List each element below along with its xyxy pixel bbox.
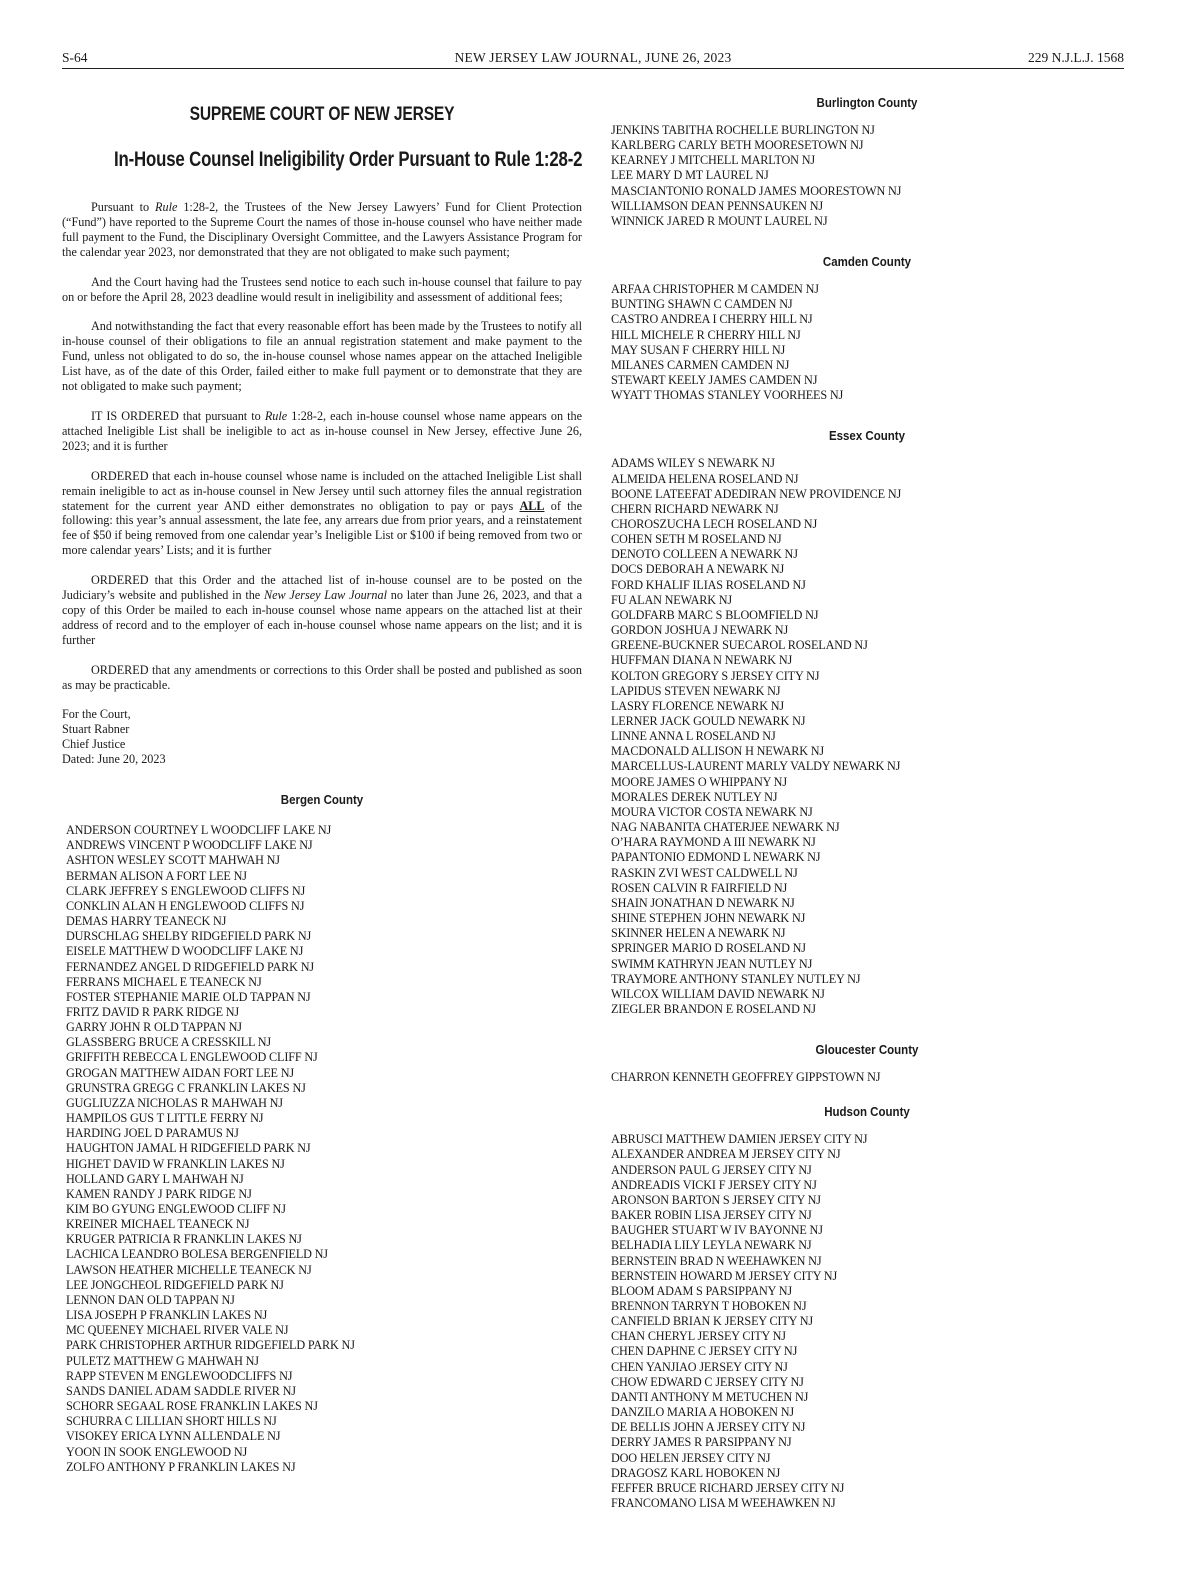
- list-item: ADAMS WILEY S NEWARK NJ: [611, 456, 775, 471]
- list-item: HUFFMAN DIANA N NEWARK NJ: [611, 653, 793, 668]
- list-item: ANDERSON PAUL G JERSEY CITY NJ: [611, 1162, 812, 1177]
- list-item: WYATT THOMAS STANLEY VOORHEES NJ: [611, 388, 844, 403]
- name-list: [607, 123, 1127, 229]
- list-item: HAMPILOS GUS T LITTLE FERRY NJ: [66, 1111, 264, 1126]
- list-item: TRAYMORE ANTHONY STANLEY NUTLEY NJ: [611, 971, 861, 986]
- list-item: CASTRO ANDREA I CHERRY HILL NJ: [611, 312, 813, 327]
- list-item: KIM BO GYUNG ENGLEWOOD CLIFF NJ: [66, 1202, 286, 1216]
- list-item: PAPANTONIO EDMOND L NEWARK NJ: [611, 850, 821, 865]
- list-item: GOLDFARB MARC S BLOOMFIELD NJ: [611, 607, 819, 622]
- left-column: [62, 100, 582, 1475]
- right-column: [607, 96, 1127, 1511]
- list-item: DANTI ANTHONY M METUCHEN NJ: [611, 1389, 809, 1404]
- list-item: LAPIDUS STEVEN NEWARK NJ: [611, 683, 781, 698]
- list-item: ANDERSON COURTNEY L WOODCLIFF LAKE NJ: [66, 823, 332, 838]
- name-list: [607, 1132, 1127, 1511]
- paragraph-7: ORDERED that any amendments or corrections to this Order shall be posted and published as soon as may be practicable.: [62, 662, 582, 692]
- list-item: DRAGOSZ KARL HOBOKEN NJ: [611, 1465, 781, 1480]
- county-section-burlington: [607, 96, 1127, 229]
- list-item: SKINNER HELEN A NEWARK NJ: [611, 926, 786, 941]
- list-item: SCHURRA C LILLIAN SHORT HILLS NJ: [66, 1414, 277, 1429]
- list-item: FERNANDEZ ANGEL D RIDGEFIELD PARK NJ: [66, 959, 314, 974]
- list-item: HARDING JOEL D PARAMUS NJ: [66, 1126, 239, 1141]
- list-item: MORALES DEREK NUTLEY NJ: [611, 789, 778, 804]
- list-item: BRENNON TARRYN T HOBOKEN NJ: [611, 1299, 807, 1313]
- citation: 229 N.J.L.J. 1568: [1027, 50, 1124, 65]
- list-item: HILL MICHELE R CHERRY HILL NJ: [611, 327, 801, 342]
- list-item: BAUGHER STUART W IV BAYONNE NJ: [611, 1223, 823, 1238]
- list-item: ZIEGLER BRANDON E ROSELAND NJ: [611, 1001, 816, 1016]
- list-item: SCHORR SEGAAL ROSE FRANKLIN LAKES NJ: [66, 1399, 318, 1414]
- list-item: MARCELLUS-LAURENT MARLY VALDY NEWARK NJ: [611, 759, 901, 774]
- list-item: ALEXANDER ANDREA M JERSEY CITY NJ: [611, 1147, 841, 1162]
- county-heading: Essex County: [828, 429, 906, 444]
- list-item: SPRINGER MARIO D ROSELAND NJ: [611, 941, 806, 956]
- county-heading: Bergen County: [280, 793, 364, 808]
- list-item: STEWART KEELY JAMES CAMDEN NJ: [611, 373, 818, 388]
- list-item: CHERN RICHARD NEWARK NJ: [611, 501, 779, 516]
- list-item: DURSCHLAG SHELBY RIDGEFIELD PARK NJ: [66, 929, 312, 944]
- list-item: FRANCOMANO LISA M WEEHAWKEN NJ: [611, 1496, 836, 1511]
- list-item: GUGLIUZZA NICHOLAS R MAHWAH NJ: [66, 1095, 283, 1110]
- list-item: DE BELLIS JOHN A JERSEY CITY NJ: [611, 1420, 806, 1435]
- list-item: ABRUSCI MATTHEW DAMIEN JERSEY CITY NJ: [611, 1132, 868, 1147]
- list-item: PARK CHRISTOPHER ARTHUR RIDGEFIELD PARK NJ: [66, 1338, 355, 1353]
- list-item: BUNTING SHAWN C CAMDEN NJ: [611, 297, 793, 312]
- name-list: [607, 282, 1127, 403]
- county-section-gloucester: [607, 1043, 1127, 1085]
- list-item: LINNE ANNA L ROSELAND NJ: [611, 729, 776, 744]
- list-item: ROSEN CALVIN R FAIRFIELD NJ: [611, 880, 788, 895]
- list-item: GREENE-BUCKNER SUECAROL ROSELAND NJ: [611, 638, 868, 653]
- list-item: GROGAN MATTHEW AIDAN FORT LEE NJ: [66, 1065, 294, 1080]
- list-item: GORDON JOSHUA J NEWARK NJ: [611, 623, 789, 638]
- list-item: KREINER MICHAEL TEANECK NJ: [66, 1217, 250, 1232]
- county-section-camden: [607, 255, 1127, 403]
- list-item: HOLLAND GARY L MAHWAH NJ: [66, 1171, 244, 1186]
- list-item: DEMAS HARRY TEANECK NJ: [66, 914, 227, 929]
- list-item: CHOROSZUCHA LECH ROSELAND NJ: [611, 516, 818, 531]
- list-item: LACHICA LEANDRO BOLESA BERGENFIELD NJ: [66, 1247, 328, 1262]
- list-item: GRUNSTRA GREGG C FRANKLIN LAKES NJ: [66, 1080, 306, 1095]
- list-item: LENNON DAN OLD TAPPAN NJ: [66, 1292, 235, 1307]
- list-item: RAPP STEVEN M ENGLEWOODCLIFFS NJ: [66, 1368, 293, 1383]
- list-item: NAG NABANITA CHATERJEE NEWARK NJ: [611, 820, 840, 835]
- list-item: BLOOM ADAM S PARSIPPANY NJ: [611, 1283, 793, 1298]
- list-item: LASRY FLORENCE NEWARK NJ: [611, 698, 785, 713]
- list-item: KAMEN RANDY J PARK RIDGE NJ: [66, 1186, 252, 1201]
- list-item: ALMEIDA HELENA ROSELAND NJ: [611, 471, 799, 486]
- list-item: HAUGHTON JAMAL H RIDGEFIELD PARK NJ: [66, 1141, 311, 1156]
- list-item: BERMAN ALISON A FORT LEE NJ: [66, 868, 247, 883]
- list-item: MASCIANTONIO RONALD JAMES MOORESTOWN NJ: [611, 183, 902, 198]
- list-item: DERRY JAMES R PARSIPPANY NJ: [611, 1435, 792, 1450]
- list-item: EISELE MATTHEW D WOODCLIFF LAKE NJ: [66, 944, 304, 959]
- paragraph-1: Pursuant to Rule 1:28-2, the Trustees of the New Jersey Lawyers’ Fund for Client Protection (“Fund”) have reported to the Supreme Court the names of those in-house counsel who have neither made full payment to the Fund, the Disciplinary Oversight Committee, and the Lawyers Assistance Program for the calendar year 2023, nor demonstrated that they are not obligated to make such payment;: [62, 200, 582, 259]
- list-item: WINNICK JARED R MOUNT LAUREL NJ: [611, 213, 828, 228]
- county-heading: Burlington County: [816, 96, 918, 110]
- list-item: CHAN CHERYL JERSEY CITY NJ: [611, 1329, 786, 1344]
- list-item: KOLTON GREGORY S JERSEY CITY NJ: [611, 668, 820, 683]
- list-item: KRUGER PATRICIA R FRANKLIN LAKES NJ: [66, 1232, 302, 1247]
- list-item: SHINE STEPHEN JOHN NEWARK NJ: [611, 911, 806, 926]
- publication-line: NEW JERSEY LAW JOURNAL, JUNE 26, 2023: [454, 50, 732, 65]
- list-item: KARLBERG CARLY BETH MOORESETOWN NJ: [611, 138, 864, 153]
- list-item: FERRANS MICHAEL E TEANECK NJ: [66, 974, 262, 989]
- running-header: [62, 50, 1124, 69]
- county-section-essex: [607, 429, 1127, 1017]
- list-item: MACDONALD ALLISON H NEWARK NJ: [611, 744, 824, 759]
- signature-date: Dated: June 20, 2023: [62, 752, 166, 767]
- name-list: [62, 823, 582, 1475]
- list-item: BERNSTEIN BRAD N WEEHAWKEN NJ: [611, 1253, 822, 1268]
- list-item: SWIMM KATHRYN JEAN NUTLEY NJ: [611, 956, 813, 971]
- list-item: JENKINS TABITHA ROCHELLE BURLINGTON NJ: [611, 123, 875, 137]
- name-list: [607, 456, 1127, 1017]
- list-item: RASKIN ZVI WEST CALDWELL NJ: [611, 865, 798, 880]
- list-item: O’HARA RAYMOND A III NEWARK NJ: [611, 835, 816, 850]
- signature-line: For the Court,: [62, 707, 131, 722]
- list-item: YOON IN SOOK ENGLEWOOD NJ: [66, 1444, 248, 1459]
- list-item: LEE MARY D MT LAUREL NJ: [611, 168, 769, 183]
- list-item: CANFIELD BRIAN K JERSEY CITY NJ: [611, 1314, 813, 1329]
- list-item: MAY SUSAN F CHERRY HILL NJ: [611, 342, 786, 357]
- county-heading: Gloucester County: [815, 1043, 919, 1058]
- list-item: CHEN YANJIAO JERSEY CITY NJ: [611, 1359, 788, 1374]
- signature-line: Chief Justice: [62, 737, 126, 752]
- list-item: ARFAA CHRISTOPHER M CAMDEN NJ: [611, 282, 819, 297]
- list-item: MOURA VICTOR COSTA NEWARK NJ: [611, 804, 813, 819]
- list-item: SHAIN JONATHAN D NEWARK NJ: [611, 895, 795, 910]
- signature-line: Stuart Rabner: [62, 722, 130, 737]
- list-item: CHARRON KENNETH GEOFFREY GIPPSTOWN NJ: [611, 1070, 881, 1085]
- paragraph-3: And notwithstanding the fact that every reasonable effort has been made by the Trustees to notify all in-house counsel of their obligations to file an annual registration statement and make payment to the Fund, unless not obligated to do so, the in-house counsel whose names appear on the attached Ineligible List have, as of the date of this Order, failed either to make full payment or to demonstrate that they are not obligated to make such payment;: [62, 319, 582, 394]
- signature-block: [62, 707, 582, 767]
- order-title: In-House Counsel Ineligibility Order Pursuant to Rule 1:28-2: [114, 148, 583, 171]
- list-item: BOONE LATEEFAT ADEDIRAN NEW PROVIDENCE NJ: [611, 486, 902, 501]
- list-item: FU ALAN NEWARK NJ: [611, 592, 733, 607]
- list-item: ASHTON WESLEY SCOTT MAHWAH NJ: [66, 853, 280, 868]
- list-item: WILCOX WILLIAM DAVID NEWARK NJ: [611, 986, 825, 1001]
- list-item: LAWSON HEATHER MICHELLE TEANECK NJ: [66, 1262, 312, 1277]
- list-item: ZOLFO ANTHONY P FRANKLIN LAKES NJ: [66, 1459, 296, 1474]
- list-item: SANDS DANIEL ADAM SADDLE RIVER NJ: [66, 1383, 296, 1398]
- list-item: GLASSBERG BRUCE A CRESSKILL NJ: [66, 1035, 271, 1050]
- list-item: CONKLIN ALAN H ENGLEWOOD CLIFFS NJ: [66, 898, 305, 913]
- list-item: CLARK JEFFREY S ENGLEWOOD CLIFFS NJ: [66, 883, 306, 898]
- list-item: BERNSTEIN HOWARD M JERSEY CITY NJ: [611, 1268, 838, 1283]
- list-item: LISA JOSEPH P FRANKLIN LAKES NJ: [66, 1308, 268, 1323]
- list-item: BELHADIA LILY LEYLA NEWARK NJ: [611, 1238, 812, 1253]
- list-item: PULETZ MATTHEW G MAHWAH NJ: [66, 1353, 259, 1368]
- list-item: ANDREADIS VICKI F JERSEY CITY NJ: [611, 1177, 817, 1192]
- paragraph-5: ORDERED that each in-house counsel whose name is included on the attached Ineligible List shall remain ineligible to act as in-house counsel in New Jersey until such attorney files the annual registration statement for the current year AND either demonstrates no obligation to pay or pays ALL of the following: this year’s annual assessment, the late fee, any arrears due from prior years, and a reinstatement fee of $50 if being removed from one calendar year’s Ineligible List or $100 if being removed from two or more calendar years’ Lists; and it is further: [62, 468, 582, 558]
- list-item: FOSTER STEPHANIE MARIE OLD TAPPAN NJ: [66, 989, 311, 1004]
- list-item: CHOW EDWARD C JERSEY CITY NJ: [611, 1374, 804, 1389]
- list-item: ANDREWS VINCENT P WOODCLIFF LAKE NJ: [66, 838, 313, 853]
- list-item: MOORE JAMES O WHIPPANY NJ: [611, 774, 787, 789]
- paragraph-4: IT IS ORDERED that pursuant to Rule 1:28-2, each in-house counsel whose name appears on the attached Ineligible List shall be ineligible to act as in-house counsel in New Jersey, effective June 26, 2023; and it is further: [62, 408, 582, 453]
- name-list: [607, 1070, 1127, 1085]
- list-item: GARRY JOHN R OLD TAPPAN NJ: [66, 1020, 242, 1035]
- list-item: DOCS DEBORAH A NEWARK NJ: [611, 562, 785, 577]
- list-item: DENOTO COLLEEN A NEWARK NJ: [611, 547, 798, 562]
- court-title: SUPREME COURT OF NEW JERSEY: [189, 104, 455, 125]
- list-item: DANZILO MARIA A HOBOKEN NJ: [611, 1405, 794, 1420]
- list-item: FEFFER BRUCE RICHARD JERSEY CITY NJ: [611, 1480, 845, 1495]
- paragraph-6: ORDERED that this Order and the attached list of in-house counsel are to be posted on the Judiciary’s website and published in the New Jersey Law Journal no later than June 26, 2023, and that a copy of this Order be mailed to each in-house counsel whose name appears on the attached list at their address of record and to the employer of each in-house counsel whose name appears on the list; and it is further: [62, 573, 582, 647]
- list-item: MC QUEENEY MICHAEL RIVER VALE NJ: [66, 1323, 289, 1338]
- list-item: COHEN SETH M ROSELAND NJ: [611, 532, 782, 547]
- page-number: S-64: [62, 50, 88, 65]
- list-item: FORD KHALIF ILIAS ROSELAND NJ: [611, 577, 806, 592]
- list-item: ARONSON BARTON S JERSEY CITY NJ: [611, 1192, 821, 1207]
- county-heading: Hudson County: [824, 1105, 910, 1120]
- list-item: DOO HELEN JERSEY CITY NJ: [611, 1450, 771, 1465]
- paragraph-2: And the Court having had the Trustees send notice to each such in-house counsel that failure to pay on or before the April 28, 2023 deadline would result in ineligibility and assessment of additional fees;: [62, 274, 582, 304]
- list-item: GRIFFITH REBECCA L ENGLEWOOD CLIFF NJ: [66, 1050, 318, 1065]
- list-item: CHEN DAPHNE C JERSEY CITY NJ: [611, 1344, 798, 1359]
- list-item: LEE JONGCHEOL RIDGEFIELD PARK NJ: [66, 1277, 284, 1292]
- list-item: BAKER ROBIN LISA JERSEY CITY NJ: [611, 1208, 812, 1223]
- county-section-hudson: [607, 1105, 1127, 1511]
- list-item: VISOKEY ERICA LYNN ALLENDALE NJ: [66, 1429, 281, 1444]
- county-heading: Camden County: [822, 255, 912, 270]
- list-item: FRITZ DAVID R PARK RIDGE NJ: [66, 1004, 240, 1019]
- list-item: LERNER JACK GOULD NEWARK NJ: [611, 714, 806, 728]
- list-item: WILLIAMSON DEAN PENNSAUKEN NJ: [611, 198, 823, 213]
- list-item: MILANES CARMEN CAMDEN NJ: [611, 357, 790, 372]
- list-item: HIGHET DAVID W FRANKLIN LAKES NJ: [66, 1156, 285, 1171]
- list-item: KEARNEY J MITCHELL MARLTON NJ: [611, 153, 815, 168]
- county-section-bergen: [62, 793, 582, 1475]
